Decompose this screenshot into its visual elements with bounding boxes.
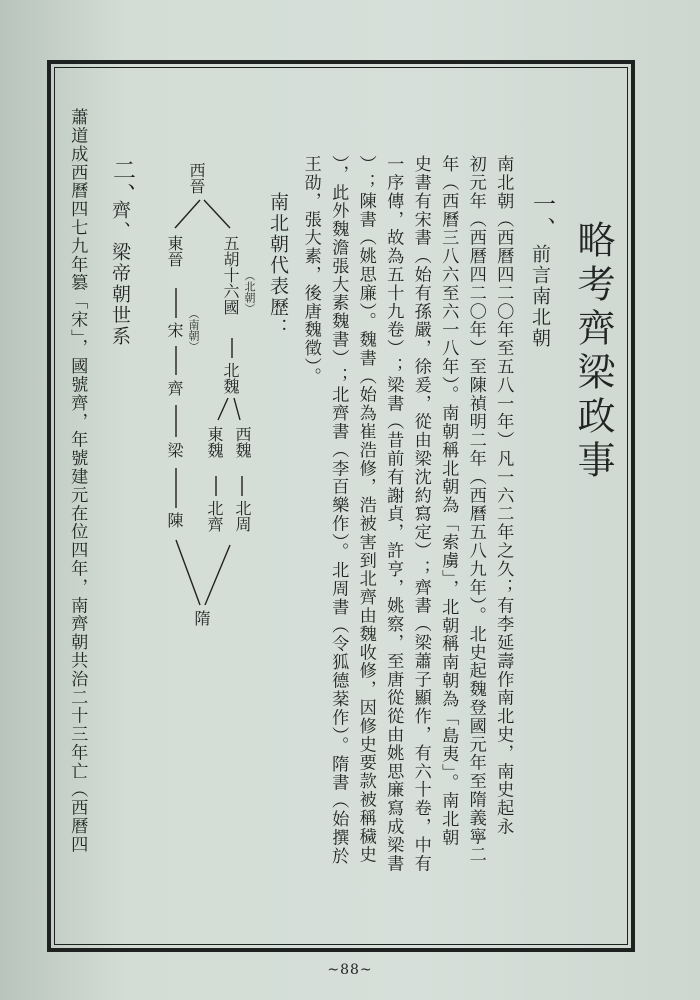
section-1-body-line: 王劭，張大素，後唐魏徵）。 [300, 155, 321, 386]
diagram-line-chen-sui [176, 540, 200, 605]
tag-southern-dynasties: （南朝） [187, 308, 200, 352]
node-song: 宋 [165, 322, 184, 338]
section-1-body-line: 史書有宋書（始有孫嚴，徐爰，從由梁沈約寫定）；齊書（梁蕭子顯作，有六十卷，中有 [410, 155, 431, 873]
section-1-heading: 一、 [529, 192, 555, 242]
tag-northern-dynasties: （北朝） [243, 270, 256, 314]
node-sui: 隋 [192, 610, 211, 626]
dynasty-table-label: 南北朝代表歷： [267, 192, 289, 339]
node-liang: 梁 [165, 442, 184, 458]
page-number: ~88~ [327, 962, 373, 978]
section-1-body-line: ）；陳書（姚思廉）。魏書（始為崔浩修，浩被害到北齊由魏收修，因修史要款被稱穢史 [355, 155, 376, 864]
diagram-line-wei-west [234, 398, 240, 420]
node-sixteen-kingdoms: 五胡十六國 [221, 235, 240, 315]
diagram-line-root-right [204, 200, 230, 228]
section-2-body-line: 蕭道成西曆四七九年篡「宋」，國號齊，年號建元在位四年，南齊朝共治二十三年亡（西曆四 [67, 108, 88, 854]
diagram-line-wei-east [218, 398, 228, 420]
section-1-subheading: 前言南北朝 [529, 244, 551, 349]
section-1-body-line: 年（西曆三八六至六一八年）。南朝稱北朝為「索虜」，北朝稱南朝為「島夷」。南北朝 [438, 155, 459, 847]
node-northern-wei: 北魏 [221, 362, 240, 394]
node-eastern-jin: 東晉 [165, 235, 184, 267]
section-1-body-line: 初元年（西曆四二〇年）至陳禎明二年（西曆五八九年）。北史起魏登國元年至隋義寧二 [465, 155, 486, 864]
page-title: 略考齊梁政事 [571, 220, 615, 484]
section-1-body-line: 南北朝（西曆四二〇年至五八一年）凡一六二年之久；有李延壽作南北史，南史起永 [493, 155, 514, 836]
node-western-jin: 西晉 [187, 162, 206, 194]
node-eastern-wei: 東魏 [205, 426, 224, 458]
node-northern-qi: 北齊 [205, 500, 224, 532]
node-western-wei: 西魏 [233, 426, 252, 458]
diagram-line-north-sui [205, 545, 230, 605]
node-chen: 陳 [165, 512, 184, 528]
section-2-heading: 二、 [109, 158, 135, 208]
section-2-subheading: 齊、梁帝朝世系 [109, 200, 131, 347]
node-northern-zhou: 北周 [233, 500, 252, 532]
node-qi: 齊 [165, 380, 184, 396]
section-1-body-line: ），此外魏澹張大素魏書）；北齊書（李百樂作）。北周書（令狐德棻作）。隋書（始撰於 [328, 155, 349, 866]
section-1-body-line: 一序傳，故為五十九卷）；梁書（昔前有謝貞，許亨，姚察，至唐從從由姚思廉寫成梁書 [383, 155, 404, 873]
diagram-line-root-left [175, 200, 200, 228]
